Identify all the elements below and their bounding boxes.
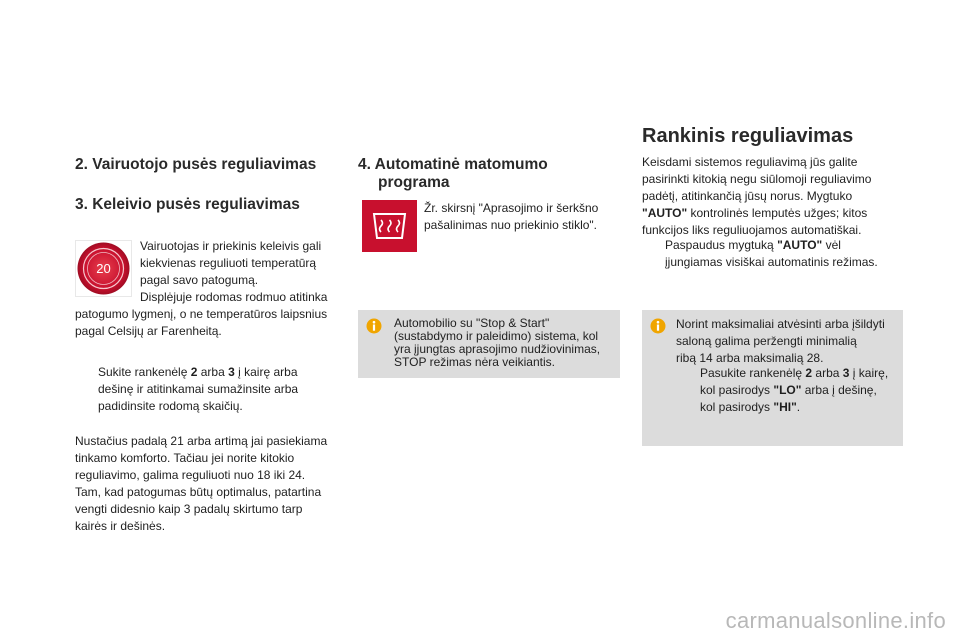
text-line: tinkamo komforto. Tačiau jei norite kitokio	[75, 451, 295, 465]
step-line-3: padidinsite rodomą skaičių.	[98, 399, 243, 413]
info-icon	[366, 318, 382, 334]
step-line-2: kol pasirodys "LO" arba į dešinę,	[700, 383, 877, 397]
text-line: yra įjungtas aprasojimo nudžiovinimas,	[394, 342, 601, 356]
info-icon	[650, 318, 666, 334]
text-line: kiekvienas reguliuoti temperatūrą	[140, 256, 317, 270]
step-line-2: dešinę ir atitinkamai sumažinsite arba	[98, 382, 299, 396]
text-line: Vairuotojas ir priekinis keleivis gali	[140, 239, 322, 253]
step-line-1: Sukite rankenėlę 2 arba 3 į kairę arba	[98, 365, 298, 379]
reference-text	[424, 200, 619, 234]
manual-regulation-title: Rankinis reguliavimas	[642, 125, 854, 147]
text-line: Nustačius padalą 21 arba artimą jai pasiekiama	[75, 434, 328, 448]
intro-paragraph-right	[140, 238, 340, 306]
text-line: Žr. skirsnį "Aprasojimo ir šerkšno	[424, 201, 599, 215]
text-line: saloną galima peržengti minimalią	[676, 334, 857, 348]
text-line: "AUTO" kontrolinės lemputės užges; kitos	[642, 206, 868, 220]
note-step	[700, 365, 900, 416]
text-line: pašalinimas nuo priekinio stiklo".	[424, 218, 598, 232]
text-line: kairės ir dešinės.	[75, 519, 166, 533]
text-line: Displėjuje rodomas rodmuo atitinka	[140, 290, 328, 304]
text-line: funkcijos liks reguliuojamos automatiškai.	[642, 223, 862, 237]
text-line: Automobilio su "Stop & Start"	[394, 316, 550, 330]
text-line: Norint maksimaliai atvėsinti arba įšildyti	[676, 317, 885, 331]
stop-start-note	[358, 310, 620, 378]
comfort-paragraph	[75, 433, 350, 535]
text-line: pagal savo patogumą.	[140, 273, 259, 287]
text-line: Tam, kad patogumas būtų optimalus, patartina	[75, 485, 322, 499]
text-line: patogumo lygmenį, o ne temperatūros laipsnius	[75, 307, 328, 321]
temperature-button-icon	[75, 240, 132, 297]
step-line-1: Pasukite rankenėlę 2 arba 3 į kairę,	[700, 366, 889, 380]
manual-paragraph	[642, 154, 907, 239]
step-line-2: įjungiamas visiškai automatinis režimas.	[665, 255, 878, 269]
text-line: pasirinkti kitokią negu siūlomoji reguliavimo	[642, 172, 872, 186]
heading-visibility-program	[358, 156, 548, 192]
text-line: reguliavimo, galima reguliuoti nuo 18 iki 24.	[75, 468, 306, 482]
step-instruction	[98, 364, 338, 415]
step-line-1: Paspaudus mygtuką "AUTO" vėl	[665, 238, 841, 252]
text-line: STOP režimas nėra veikiantis.	[394, 355, 555, 369]
defrost-button-icon	[362, 200, 417, 252]
heading-line-2: programa	[378, 174, 450, 191]
heading-passenger-side: 3. Keleivio pusės reguliavimas	[75, 196, 300, 213]
intro-paragraph-tail	[75, 306, 345, 340]
text-line: padėtį, atitinkančią jūsų norus. Mygtuko	[642, 189, 853, 203]
heading-driver-side: 2. Vairuotojo pusės reguliavimas	[75, 156, 317, 173]
step-line-3: kol pasirodys "HI".	[700, 400, 801, 414]
text-line: (sustabdymo ir paleidimo) sistema, kol	[394, 329, 599, 343]
auto-step	[665, 237, 910, 271]
watermark: carmanualsonline.info	[725, 608, 946, 633]
heading-line-1: 4. Automatinė matomumo	[358, 156, 548, 173]
temperature-display-text: 20	[96, 261, 111, 276]
text-line: ribą 14 arba maksimalią 28.	[676, 351, 824, 365]
text-line: Keisdami sistemos reguliavimą jūs galite	[642, 155, 858, 169]
text-line: vengti didesnio kaip 3 padalų skirtumo tarp	[75, 502, 303, 516]
text-line: pagal Celsijų ar Farenheitą.	[75, 324, 222, 338]
max-temperature-note	[642, 310, 903, 446]
